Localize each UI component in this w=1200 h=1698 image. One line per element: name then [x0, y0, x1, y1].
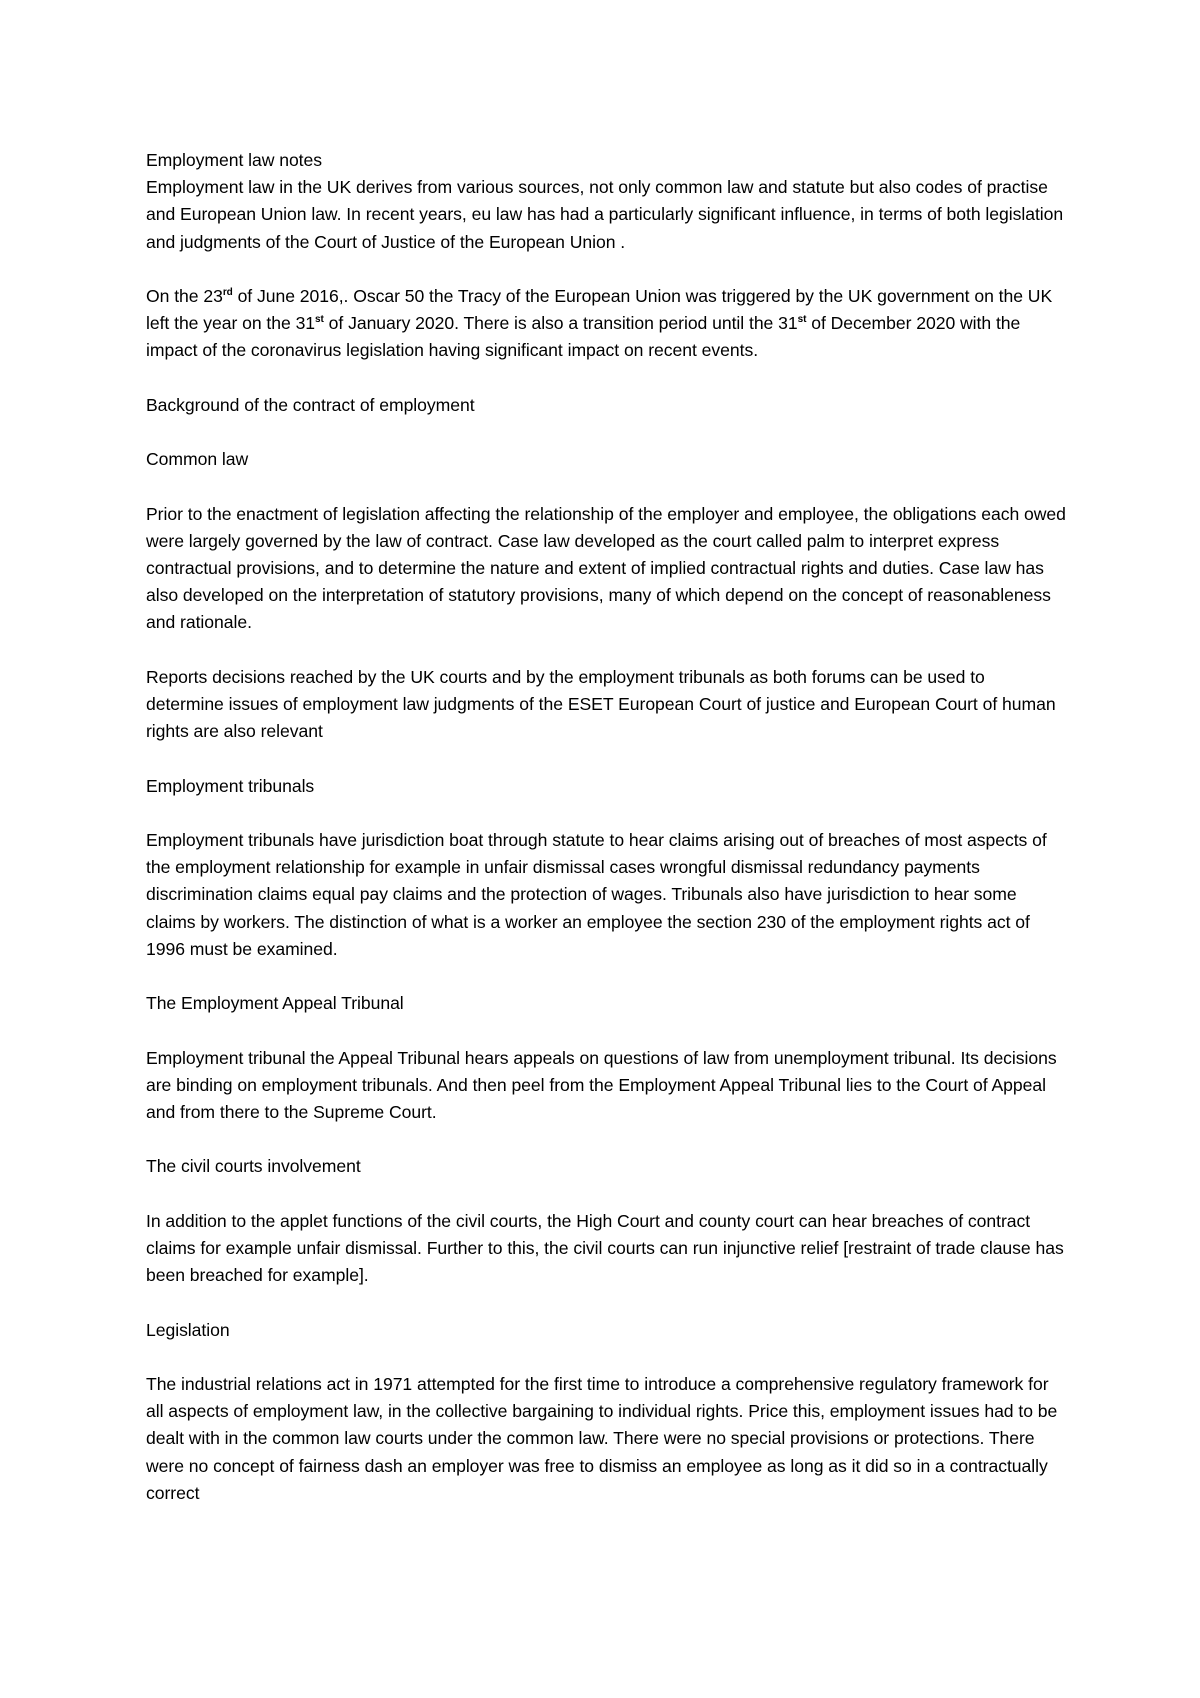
section-heading-civil-courts: The civil courts involvement — [146, 1156, 361, 1177]
section-heading-appeal-tribunal: The Employment Appeal Tribunal — [146, 993, 404, 1014]
reports-paragraph: Reports decisions reached by the UK courts and by the employment tribunals as both forums can be used to determine issues of employment law judgments of the ESET European Court of justice and European Court of human rights are also relevant — [146, 666, 1056, 742]
brexit-text-part-3: of January 2020. There is also a transition period until the 31 — [323, 313, 798, 334]
brexit-paragraph — [146, 283, 1066, 365]
brexit-text-part-1: On the 23 — [146, 286, 223, 306]
document-title: Employment law notes — [146, 150, 322, 170]
ordinal-superscript: st — [797, 314, 807, 326]
employment-tribunals-paragraph: Employment tribunals have jurisdiction boat through statute to hear claims arising out of breaches of most aspects of the employment relationship for example in unfair dismissal cases wrongful dismissal redundancy payments discrimination claims equal pay claims and the protection of wages. Tribunals also have jurisdiction to hear some claims by workers. The distinction of what is a worker an employee the section 230 of the employment rights act of 1996 must be examined. — [146, 829, 1047, 959]
ordinal-superscript: rd — [222, 287, 233, 298]
section-heading-common-law: Common law — [146, 449, 249, 470]
legislation-paragraph: The industrial relations act in 1971 attempted for the first time to introduce a comprehensive regulatory framework for all aspects of employment law, in the collective bargaining to individual rights. Price this, employment issues had to be dealt with in the common law courts under the common law. There were no special provisions or protections. There were no concept of fairness dash an employer was free to dismiss an employee as long as it did so in a contractually correct — [146, 1373, 1058, 1503]
section-heading-legislation: Legislation — [146, 1319, 230, 1340]
section-heading-background: Background of the contract of employment — [146, 394, 475, 415]
brexit-text-part-2: of June 2016,. Oscar 50 the Tracy of the European Union was triggered by the UK government on the UK left the year on the 31 — [146, 286, 1053, 334]
brexit-text-part-4: of December 2020 with the impact of the coronavirus legislation having significant impact on recent events. — [146, 313, 1021, 361]
document-body — [146, 147, 1066, 1507]
civil-courts-paragraph: In addition to the applet functions of the civil courts, the High Court and county court can hear breaches of contract claims for example unfair dismissal. Further to this, the civil courts can run injunctive relief [restraint of trade clause has been breached for example]. — [146, 1210, 1064, 1286]
intro-paragraph: Employment law in the UK derives from various sources, not only common law and statute but also codes of practise and European Union law. In recent years, eu law has had a particularly significant influence, in terms of both legislation and judgments of the Court of Justice of the European Union . — [146, 177, 1064, 252]
section-heading-employment-tribunals: Employment tribunals — [146, 775, 315, 796]
ordinal-superscript: st — [315, 314, 324, 326]
appeal-tribunal-paragraph: Employment tribunal the Appeal Tribunal hears appeals on questions of law from unemployment tribunal. Its decisions are binding on employment tribunals. And then peel from the Employment Appeal Tribunal lies to the Court of Appeal and from there to the Supreme Court. — [146, 1047, 1057, 1122]
common-law-paragraph: Prior to the enactment of legislation affecting the relationship of the employer and employee, the obligations each owed were largely governed by the law of contract. Case law developed as the court called palm to interpret express contractual provisions, and to determine the nature and extent of implied contractual rights and duties. Case law has also developed on the interpretation of statutory provisions, many of which depend on the concept of reasonableness and rationale. — [146, 503, 1066, 633]
